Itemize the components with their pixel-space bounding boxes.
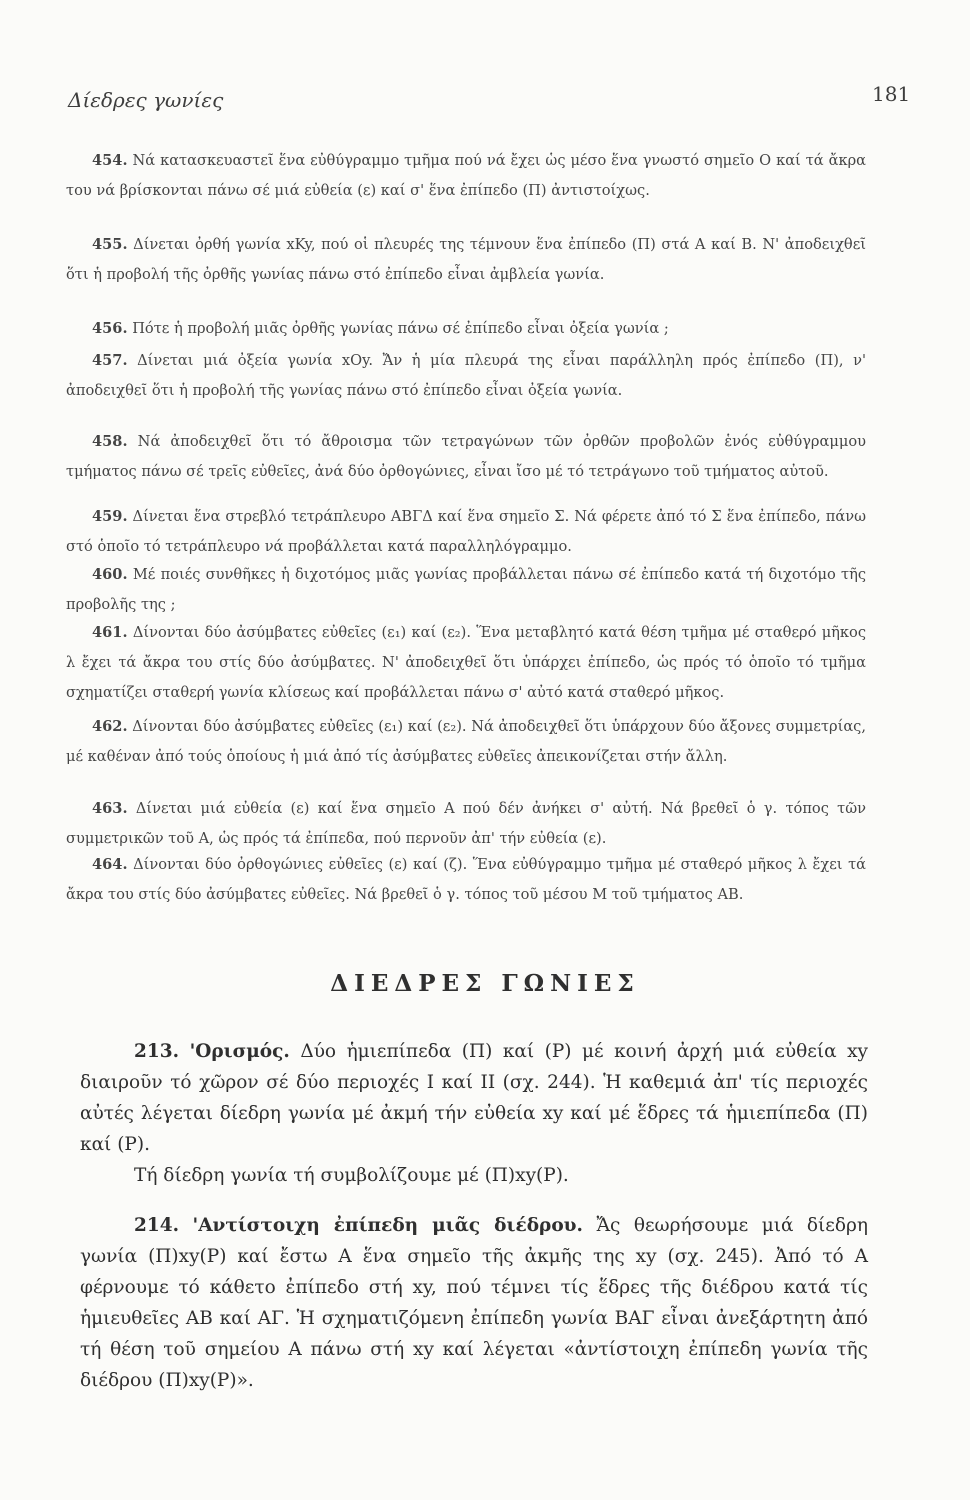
exercise-text: Μέ ποιές συνθῆκες ἡ διχοτόμος μιᾶς γωνίας προβάλλεται πάνω σέ ἐπίπεδο κατά τή διχοτόμο τῆς προβολῆς της ; bbox=[66, 566, 867, 613]
paragraph-number: 213. bbox=[134, 1041, 180, 1062]
paragraph-213 bbox=[80, 1036, 868, 1191]
paragraph-note: Τή δίεδρη γωνία τή συμβολίζουμε μέ (Π)xy(Ρ). bbox=[134, 1165, 569, 1186]
exercise-text: Δίνεται ὀρθή γωνία xKy, πού οἱ πλευρές της τέμνουν ἕνα ἐπίπεδο (Π) στά Α καί Β. Ν' ἀποδειχθεῖ ὅτι ἡ προβολή τῆς ὀρθῆς γωνίας πάνω στό ἐπίπεδο εἶναι ἀμβλεία γωνία. bbox=[66, 236, 866, 283]
exercise-number: 464. bbox=[92, 856, 128, 873]
page-number: 181 bbox=[872, 82, 911, 106]
exercise-text: Πότε ἡ προβολή μιᾶς ὀρθῆς γωνίας πάνω σέ ἐπίπεδο εἶναι ὀξεία γωνία ; bbox=[132, 320, 669, 337]
exercise-number: 461. bbox=[92, 624, 128, 641]
exercise-457 bbox=[66, 346, 866, 406]
exercise-462 bbox=[66, 712, 866, 772]
exercise-number: 455. bbox=[92, 236, 128, 253]
paragraph-text: Δύο ἡμιεπίπεδα (Π) καί (Ρ) μέ κοινή ἀρχή μιά εὐθεία xy διαιροῦν τό χῶρον σέ δύο περιοχές Ι καί ΙΙ (σχ. 244). Ἡ καθεμιά ἀπ' τίς περιοχές αὐτές λέγεται δίεδρη γωνία μέ ἀκμή τήν εὐθεία xy καί μέ ἕδρες τά ἡμιεπίπεδα (Π) καί (Ρ). bbox=[80, 1041, 868, 1155]
exercise-458 bbox=[66, 427, 866, 487]
exercise-number: 456. bbox=[92, 320, 128, 337]
exercise-text: Δίνονται δύο ἀσύμβατες εὐθεῖες (ε₁) καί (ε₂). Νά ἀποδειχθεῖ ὅτι ὑπάρχουν δύο ἄξονες συμμετρίας, μέ καθέναν ἀπό τούς ὁποίους ἡ μιά ἀπό τίς ἀσύμβατες εὐθεῖες ἀπεικονίζεται στήν ἄλλη. bbox=[66, 718, 866, 765]
exercise-number: 454. bbox=[92, 152, 128, 169]
exercise-459 bbox=[66, 502, 866, 562]
paragraph-heading: 'Ορισμός. bbox=[189, 1041, 290, 1062]
exercise-455 bbox=[66, 230, 866, 290]
exercise-number: 458. bbox=[92, 433, 128, 450]
exercise-456 bbox=[66, 314, 866, 344]
paragraph-number: 214. bbox=[134, 1215, 180, 1236]
exercise-text: Δίνεται μιά εὐθεία (ε) καί ἕνα σημεῖο Α πού δέν ἀνήκει σ' αὐτή. Νά βρεθεῖ ὁ γ. τόπος τῶν συμμετρικῶν τοῦ Α, ὡς πρός τά ἐπίπεδα, πού περνοῦν ἀπ' τήν εὐθεία (ε). bbox=[66, 800, 867, 847]
exercise-number: 459. bbox=[92, 508, 128, 525]
exercise-number: 463. bbox=[92, 800, 128, 817]
exercise-text: Δίνονται δύο ὀρθογώνιες εὐθεῖες (ε) καί (ζ). Ἕνα εὐθύγραμμο τμῆμα μέ σταθερό μῆκος λ ἔχει τά ἄκρα του στίς δύο ἀσύμβατες εὐθεῖες. Νά βρεθεῖ ὁ γ. τόπος τοῦ μέσου Μ τοῦ τμήματος ΑΒ. bbox=[66, 856, 866, 903]
exercise-text: Νά ἀποδειχθεῖ ὅτι τό ἄθροισμα τῶν τετραγώνων τῶν ὀρθῶν προβολῶν ἑνός εὐθύγραμμου τμήματος πάνω σέ τρεῖς εὐθεῖες, ἀνά δύο ὀρθογώνιες, εἶναι ἴσο μέ τό τετράγωνο τοῦ τμήματος αὐτοῦ. bbox=[66, 433, 866, 480]
exercise-number: 457. bbox=[92, 352, 128, 369]
exercise-461 bbox=[66, 618, 866, 708]
exercise-text: Δίνεται ἕνα στρεβλό τετράπλευρο ΑΒΓΔ καί ἕνα σημεῖο Σ. Νά φέρετε ἀπό τό Σ ἕνα ἐπίπεδο, πάνω στό ὁποῖο τό τετράπλευρο νά προβάλλεται κατά παραλληλόγραμμο. bbox=[66, 508, 867, 555]
exercise-text: Νά κατασκευαστεῖ ἕνα εὐθύγραμμο τμῆμα πού νά ἔχει ὡς μέσο ἕνα γνωστό σημεῖο Ο καί τά ἄκρα του νά βρίσκονται πάνω σέ μιά εὐθεία (ε) καί σ' ἕνα ἐπίπεδο (Π) ἀντιστοίχως. bbox=[66, 152, 867, 199]
exercise-464 bbox=[66, 850, 866, 910]
paragraph-text: Ἄς θεωρήσουμε μιά δίεδρη γωνία (Π)xy(Ρ) καί ἔστω Α ἕνα σημεῖο τῆς ἀκμῆς της xy (σχ. 245). Ἀπό τό Α φέρνουμε τό κάθετο ἐπίπεδο στή xy, πού τέμνει τίς ἕδρες τῆς διέδρου κατά τίς ἡμιευθεῖες ΑΒ καί ΑΓ. Ἡ σχηματιζόμενη ἐπίπεδη γωνία ΒΑΓ εἶναι ἀνεξάρτητη ἀπό τή θέση τοῦ σημείου Α πάνω στή xy καί λέγεται «ἀντίστοιχη ἐπίπεδη γωνία τῆς διέδρου (Π)xy(Ρ)». bbox=[80, 1215, 868, 1391]
exercise-460 bbox=[66, 560, 866, 620]
exercise-text: Δίνονται δύο ἀσύμβατες εὐθεῖες (ε₁) καί (ε₂). Ἕνα μεταβλητό κατά θέση τμῆμα μέ σταθερό μῆκος λ ἔχει τά ἄκρα του στίς δύο ἀσύμβατες. Ν' ἀποδειχθεῖ ὅτι ὑπάρχει ἐπίπεδο, ὡς πρός τό ὁποῖο τό τμῆμα σχηματίζει σταθερή γωνία κλίσεως καί προβάλλεται πάνω σ' αὐτό κατά σταθερό μῆκος. bbox=[66, 624, 867, 701]
section-heading: ΔΙΕΔΡΕΣ ΓΩΝΙΕΣ bbox=[330, 970, 640, 997]
paragraph-heading: 'Αντίστοιχη ἐπίπεδη μιᾶς διέδρου. bbox=[192, 1215, 583, 1236]
running-header-title: Δίεδρες γωνίες bbox=[68, 88, 224, 112]
exercise-463 bbox=[66, 794, 866, 854]
exercise-number: 462. bbox=[92, 718, 128, 735]
exercise-454 bbox=[66, 146, 866, 206]
exercise-text: Δίνεται μιά ὀξεία γωνία xOy. Ἄν ἡ μία πλευρά της εἶναι παράλληλη πρός ἐπίπεδο (Π), ν' ἀποδειχθεῖ ὅτι ἡ προβολή τῆς γωνίας πάνω στό ἐπίπεδο εἶναι ὀξεία γωνία. bbox=[66, 352, 867, 399]
paragraph-214 bbox=[80, 1210, 868, 1396]
exercise-number: 460. bbox=[92, 566, 128, 583]
